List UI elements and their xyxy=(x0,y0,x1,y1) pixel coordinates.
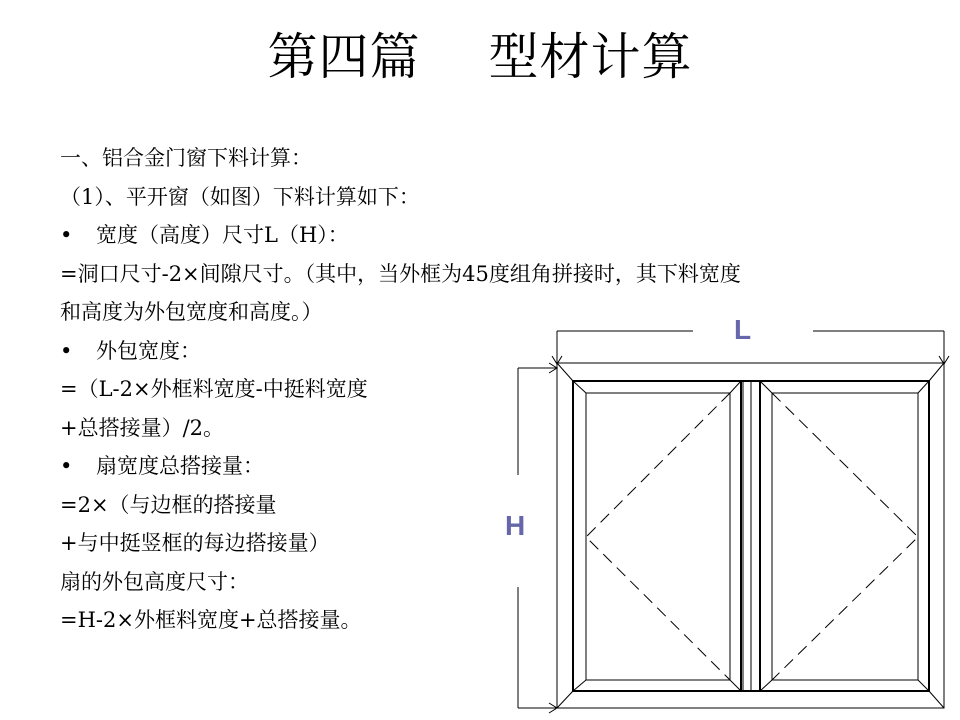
text-line-content: =2×（与边框的搭接量 xyxy=(60,492,277,517)
text-line-content: =H-2×外框料宽度+总搭接量。 xyxy=(60,608,362,632)
text-line-content: 宽度（高度）尺寸L（H）： xyxy=(96,223,349,247)
text-line-content: +总搭接量）/2。 xyxy=(60,415,225,440)
bullet-icon: • xyxy=(60,338,73,363)
text-line-content: 扇的外包高度尺寸： xyxy=(60,569,249,594)
text-line-content: =（L-2×外框料宽度-中挺料宽度 xyxy=(60,377,368,401)
height-label: H xyxy=(505,510,526,541)
left-sash xyxy=(573,381,741,691)
text-line-content: 扇宽度总搭接量： xyxy=(96,454,264,478)
width-label: L xyxy=(734,314,752,345)
text-line-content: 和高度为外包宽度和高度。） xyxy=(60,300,323,324)
bullet-icon: • xyxy=(60,223,73,247)
text-line-content: 一、铝合金门窗下料计算： xyxy=(60,146,312,170)
text-line-content: （1）、平开窗（如图）下料计算如下： xyxy=(60,184,420,209)
page-title: 第四篇 型材计算 xyxy=(267,28,693,86)
bullet-icon: • xyxy=(60,454,73,478)
text-line-content: +与中挺竖框的每边搭接量） xyxy=(60,531,330,555)
right-sash xyxy=(760,381,929,691)
text-line-content: 外包宽度： xyxy=(96,338,201,363)
text-line-content: =洞口尺寸-2×间隙尺寸。（其中，当外框为45度组角拼接时，其下料宽度 xyxy=(60,261,741,286)
